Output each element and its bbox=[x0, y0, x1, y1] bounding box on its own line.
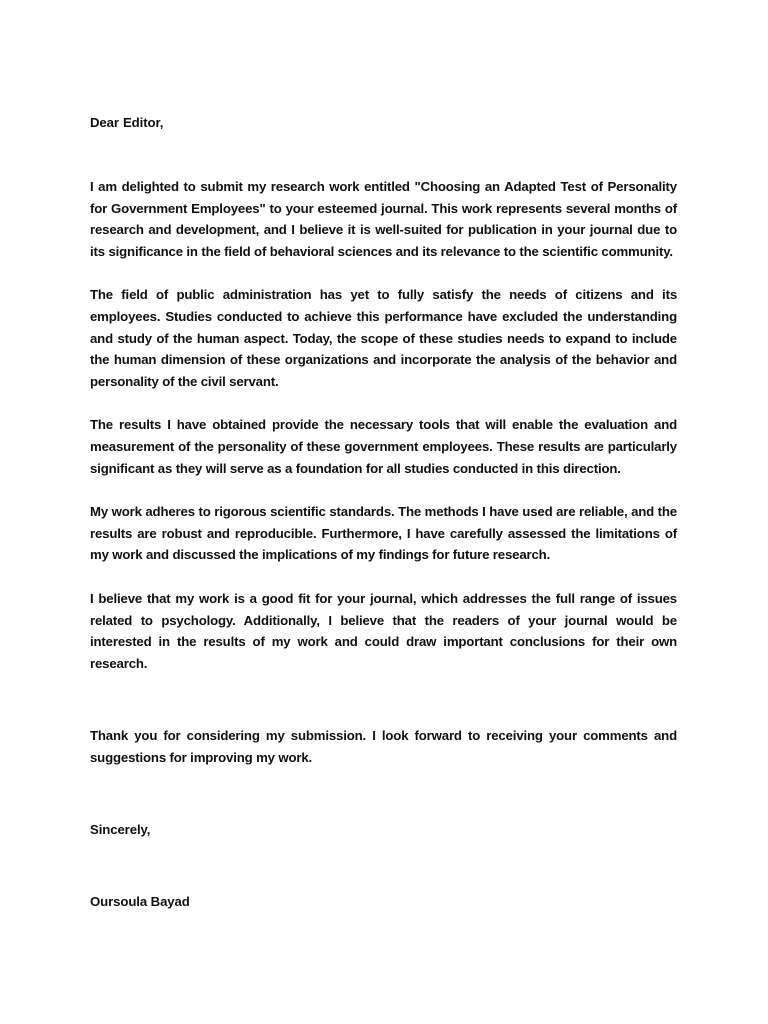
closing-salutation: Sincerely, bbox=[90, 822, 151, 838]
letter-body bbox=[90, 112, 677, 912]
salutation: Dear Editor, bbox=[90, 115, 164, 130]
spacer bbox=[90, 155, 677, 176]
spacer bbox=[90, 840, 677, 862]
signature-name: Oursoula Bayad bbox=[90, 894, 190, 910]
spacer bbox=[90, 262, 677, 284]
paragraph-3: The results I have obtained provide the necessary tools that will enable the evaluation and measurement of the personality of these government employees. These results are particularly significant as they will serve as a foundation for all studies conducted in this direction. bbox=[90, 417, 677, 476]
paragraph-1: I am delighted to submit my research work entitled "Choosing an Adapted Test of Personality for Government Employees" to your esteemed journal. This work represents several months of research and development, and I believe it is well-suited for publication in your journal due to its significance in the field of behavioral sciences and its relevance to the scientific community. bbox=[90, 179, 677, 259]
spacer bbox=[90, 790, 677, 819]
spacer bbox=[90, 768, 677, 790]
spacer bbox=[90, 566, 677, 588]
spacer bbox=[90, 392, 677, 414]
spacer bbox=[90, 479, 677, 501]
paragraph-6: Thank you for considering my submission. I look forward to receiving your comments and suggestions for improving my work. bbox=[90, 728, 677, 765]
spacer bbox=[90, 674, 677, 696]
spacer bbox=[90, 133, 677, 155]
paragraph-5: I believe that my work is a good fit for your journal, which addresses the full range of issues related to psychology. Additionally, I believe that the readers of your journal would be interested in the results of my work and could draw important conclusions for their own research. bbox=[90, 590, 677, 671]
spacer bbox=[90, 862, 677, 891]
spacer bbox=[90, 696, 677, 725]
paragraph-2: The field of public administration has yet to fully satisfy the needs of citizens and its employees. Studies conducted to achieve this performance have excluded the understanding and study of the human aspect. Today, the scope of these studies needs to expand to include the human dimension of these organizations and incorporate the analysis of the behavior and personality of the civil servant. bbox=[90, 287, 677, 389]
paragraph-4: My work adheres to rigorous scientific standards. The methods I have used are reliable, and the results are robust and reproducible. Furthermore, I have carefully assessed the limitations of my work and discussed the implications of my findings for future research. bbox=[90, 504, 677, 563]
